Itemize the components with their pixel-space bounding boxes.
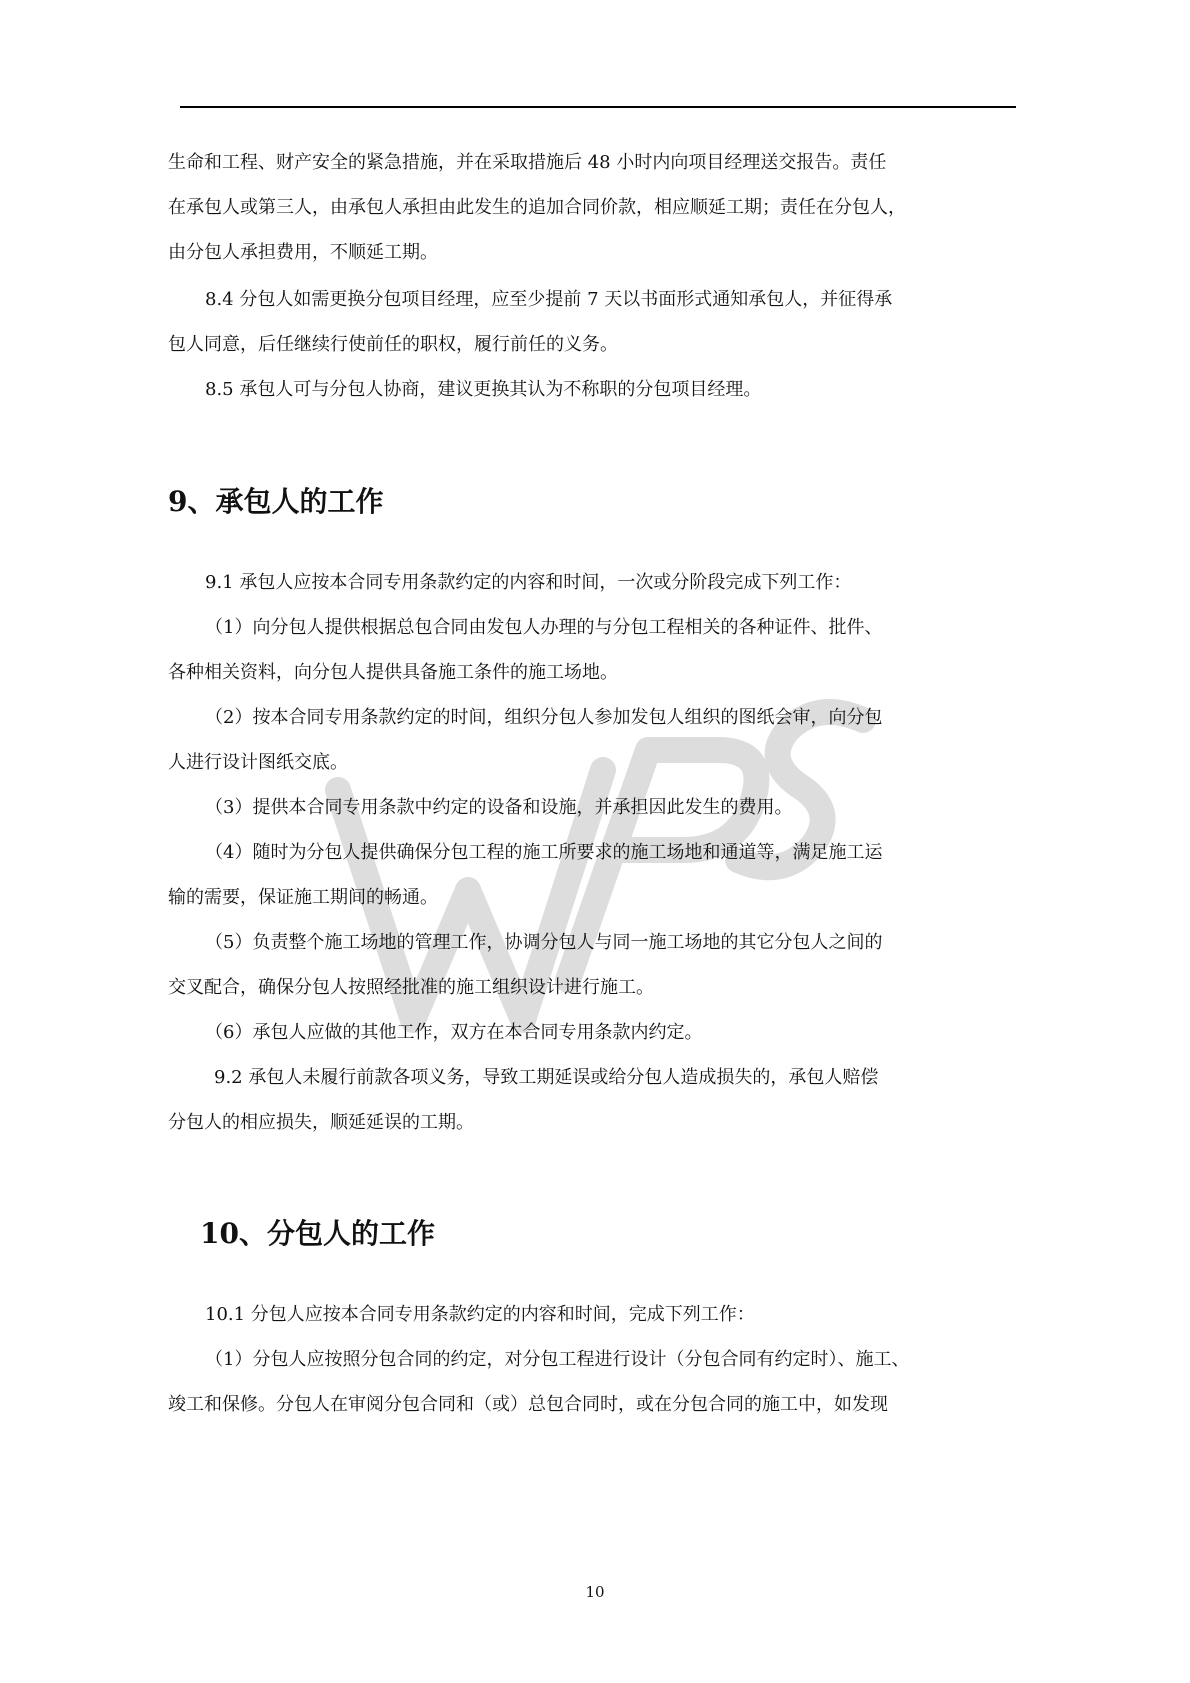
paragraph-line: （1）向分包人提供根据总包合同由发包人办理的与分包工程相关的各种证件、批件、: [205, 617, 883, 638]
paragraph-line: 9.1 承包人应按本合同专用条款约定的内容和时间，一次或分阶段完成下列工作：: [205, 572, 852, 593]
paragraph-line: （1）分包人应按照分包合同的约定，对分包工程进行设计（分包合同有约定时）、施工、: [205, 1349, 910, 1370]
header-rule: [180, 106, 1016, 108]
paragraph-line: 8.4 分包人如需更换分包项目经理，应至少提前 7 天以书面形式通知承包人，并征得承: [205, 289, 893, 310]
paragraph-line: 10.1 分包人应按本合同专用条款约定的内容和时间，完成下列工作：: [205, 1304, 755, 1325]
paragraph-line: （2）按本合同专用条款约定的时间，组织分包人参加发包人组织的图纸会审，向分包: [205, 707, 883, 728]
paragraph-line: 各种相关资料，向分包人提供具备施工条件的施工场地。: [168, 662, 618, 683]
page-number: 10: [585, 1583, 605, 1601]
paragraph-line: （3）提供本合同专用条款中约定的设备和设施，并承担因此发生的费用。: [205, 797, 793, 818]
paragraph-line: 8.5 承包人可与分包人协商，建议更换其认为不称职的分包项目经理。: [205, 379, 762, 400]
paragraph-line: 9.2 承包人未履行前款各项义务，导致工期延误或给分包人造成损失的，承包人赔偿: [214, 1067, 879, 1088]
paragraph-line: 输的需要，保证施工期间的畅通。: [168, 887, 438, 908]
paragraph-line: 生命和工程、财产安全的紧急措施，并在采取措施后 48 小时内向项目经理送交报告。责任: [168, 152, 887, 173]
paragraph-line: （6）承包人应做的其他工作，双方在本合同专用条款内约定。: [205, 1022, 703, 1043]
section-heading-9: 9、承包人的工作: [168, 485, 384, 518]
section-heading-10: 10、分包人的工作: [200, 1217, 435, 1250]
paragraph-line: 在承包人或第三人，由承包人承担由此发生的追加合同价款，相应顺延工期；责任在分包人，: [168, 197, 906, 218]
paragraph-line: 包人同意，后任继续行使前任的职权，履行前任的义务。: [168, 334, 618, 355]
paragraph-line: 人进行设计图纸交底。: [168, 752, 348, 773]
paragraph-line: 竣工和保修。分包人在审阅分包合同和（或）总包合同时，或在分包合同的施工中，如发现: [168, 1394, 888, 1415]
paragraph-line: （5）负责整个施工场地的管理工作，协调分包人与同一施工场地的其它分包人之间的: [205, 932, 883, 953]
paragraph-line: 分包人的相应损失，顺延延误的工期。: [168, 1112, 474, 1133]
paragraph-line: 交叉配合，确保分包人按照经批准的施工组织设计进行施工。: [168, 977, 654, 998]
paragraph-line: （4）随时为分包人提供确保分包工程的施工所要求的施工场地和通道等，满足施工运: [205, 842, 883, 863]
paragraph-line: 由分包人承担费用，不顺延工期。: [168, 242, 438, 263]
